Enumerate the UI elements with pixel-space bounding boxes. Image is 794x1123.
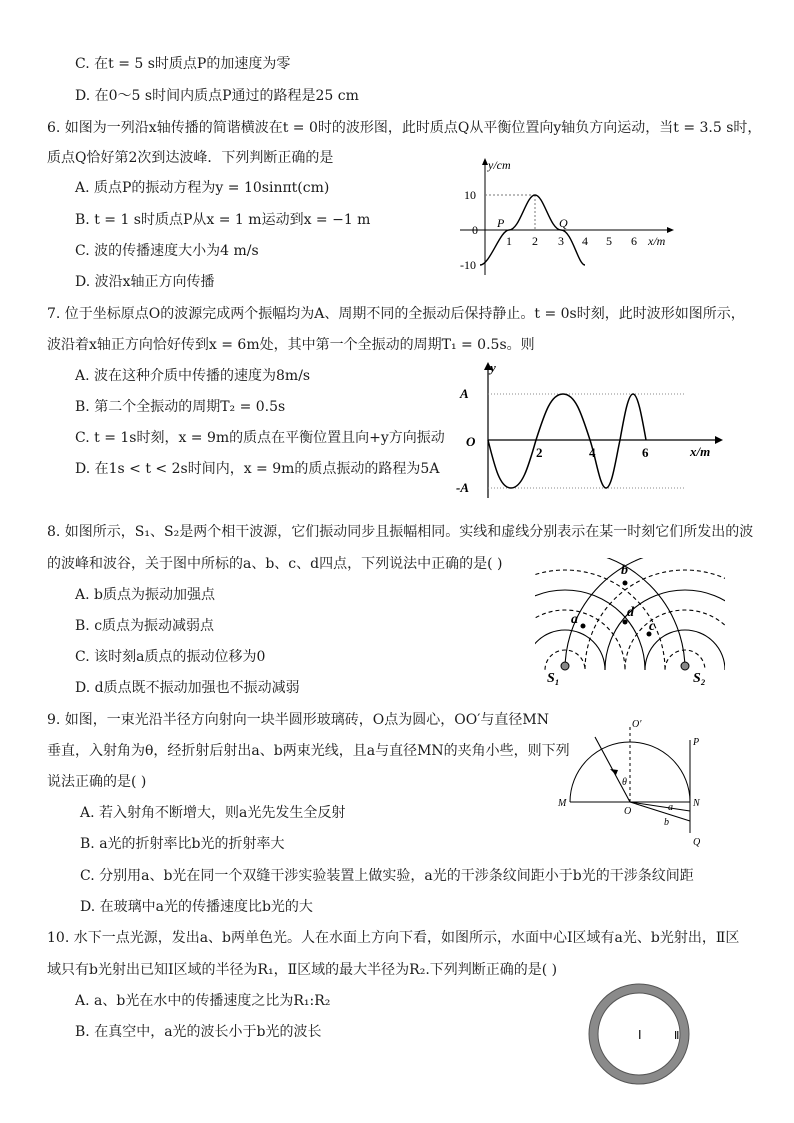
q9-ray-b [630,802,690,821]
q8-point-b-dot [623,581,628,586]
q8-point-a-dot [581,624,586,629]
q6-xtick-1: 1 [506,234,512,248]
q8-source-s1 [561,662,569,670]
q10-option-a: A. a、b光在水中的传播速度之比为R₁:R₂ [75,993,331,1009]
q6-ytick-0: 0 [472,223,478,237]
q8-label-d: d [627,605,634,620]
q6-option-c: C. 波的传播速度大小为4 m/s [75,243,259,259]
q7-option-d: D. 在1s < t < 2s时间内，x = 9m的质点振动的路程为5A [75,461,440,477]
q8-source-s2 [681,662,689,670]
q6-xtick-5: 5 [606,234,612,248]
q6-x-label: x/m [648,234,666,248]
q8-s1-crest-1 [535,558,685,686]
q8-label-s1: S₁ [547,671,560,686]
q5-option-c: C. 在t = 5 s时质点P的加速度为零 [75,56,291,72]
q9-option-c: C. 分别用a、b光在同一个双缝干涉实验装置上做实验，a光的干涉条纹间距小于b光的干涉条纹间距 [80,868,694,884]
q6-point-q: Q [559,216,568,230]
q10-stem-line2: 域只有b光射出已知Ⅰ区域的半径为R₁，Ⅱ区域的最大半径为R₂.下列判断正确的是( ) [47,962,558,978]
q6-xtick-3: 3 [558,234,564,248]
q6-stem-line1: 6. 如图为一列沿x轴传播的简谐横波在t = 0时的波形图，此时质点Q从平衡位置向y轴负方向运动，当t = 3.5 s时， [47,120,762,136]
q6-wave-graph [440,155,680,285]
q8-option-a: A. b质点为振动加强点 [75,587,215,603]
q6-stem-line2: 质点Q恰好第2次到达波峰．下列判断正确的是 [47,150,334,166]
q8-option-c: C. 该时刻a质点的振动位移为0 [75,649,266,665]
q8-label-a: a [571,612,578,627]
q10-stem-line1: 10. 水下一点光源，发出a、b两单色光。人在水面上方向下看，如图所示，水面中心Ⅰ区域有a光、b光射出，Ⅱ区 [47,930,740,946]
q9-option-b: B. a光的折射率比b光的折射率大 [80,836,285,852]
q9-label-a: a [668,802,673,813]
q6-x-arrow [667,227,674,233]
q10-label-region-2: Ⅱ [674,1030,680,1042]
q6-ytick-neg10: -10 [460,258,476,272]
q8-option-d: D. d质点既不振动加强也不振动减弱 [75,680,300,696]
q8-s1-crest-3 [535,630,605,686]
q8-label-b: b [621,563,628,578]
q8-stem-line1: 8. 如图所示，S₁、S₂是两个相干波源，它们振动同步且振幅相同。实线和虚线分别表示在某一时刻它们所发出的波 [47,524,754,540]
q8-point-d-dot [623,620,628,625]
q9-label-p: P [693,737,700,748]
q7-x-label: x/m [690,444,711,459]
q7-label-a: A [460,386,469,401]
q5-option-d: D. 在0～5 s时间内质点P通过的路程是25 cm [75,88,359,104]
q10-ring-figure [584,982,694,1086]
q7-xtick-4: 4 [589,445,596,460]
q7-stem-line1: 7. 位于坐标原点O的波源完成两个振幅均为A、周期不同的全振动后保持静止。t = 0s时刻，此时波形如图所示， [47,306,745,322]
q9-label-m: M [558,798,567,809]
q7-xtick-2: 2 [536,445,543,460]
q9-label-n: N [693,798,700,809]
q9-label-o: O [624,806,632,817]
q7-y-label: y [490,360,496,375]
q9-label-q: Q [693,837,701,848]
q7-origin-label: O [466,434,476,449]
q9-incident-arrow [610,769,618,775]
q9-stem-line1: 9. 如图，一束光沿半径方向射向一块半圆形玻璃砖，O点为圆心，OO′与直径MN [47,712,550,728]
q7-xtick-6: 6 [642,445,649,460]
q8-s2-crest-3 [645,630,725,686]
q6-y-label: y/cm [488,158,511,172]
q6-point-p: P [497,216,505,230]
q6-xtick-4: 4 [582,234,588,248]
q6-xtick-2: 2 [532,234,538,248]
q8-stem-line2: 的波峰和波谷，关于图中所标的a、b、c、d四点，下列说法中正确的是( ) [47,556,503,572]
q6-option-a: A. 质点P的振动方程为y = 10sinπt(cm) [75,180,330,196]
q9-ray-a [630,802,690,811]
q9-stem-line3: 说法正确的是( ) [47,774,147,790]
q9-label-theta: θ [622,777,627,788]
q6-option-b: B. t = 1 s时质点P从x = 1 m运动到x = −1 m [75,212,371,228]
q10-label-region-1: Ⅰ [638,1028,642,1042]
q8-label-s2: S₂ [693,671,706,686]
q9-option-a: A. 若入射角不断增大，则a光先发生全反射 [80,805,346,821]
q7-label-neg-a: -A [456,480,469,495]
q7-stem-line2: 波沿着x轴正方向恰好传到x = 6m处，其中第一个全振动的周期T₁ = 0.5s。则 [47,337,535,353]
q9-label-o-prime: O′ [632,719,642,730]
q7-waveform [488,394,646,488]
q10-option-b: B. 在真空中，a光的波长小于b光的波长 [75,1024,322,1040]
q7-x-arrow [715,436,723,444]
q6-xtick-6: 6 [631,234,637,248]
q9-stem-line2: 垂直，入射角为θ，经折射后射出a、b两束光线，且a与直径MN的夹角小些，则下列 [47,743,570,759]
q7-option-a: A. 波在这种介质中传播的速度为8m/s [75,368,311,384]
q8-option-b: B. c质点为振动减弱点 [75,618,215,634]
q8-label-c: c [649,619,656,634]
q8-interference-figure [535,558,725,686]
q6-option-d: D. 波沿x轴正方向传播 [75,274,215,290]
q7-wave-graph [450,358,730,503]
q9-option-d: D. 在玻璃中a光的传播速度比b光的大 [80,899,313,915]
q7-option-c: C. t = 1s时刻，x = 9m的质点在平衡位置且向+y方向振动 [75,430,445,446]
q7-option-b: B. 第二个全振动的周期T₂ = 0.5s [75,399,286,415]
q9-label-b: b [664,817,669,828]
q6-ytick-10: 10 [464,188,476,202]
q9-refraction-figure [550,715,720,855]
